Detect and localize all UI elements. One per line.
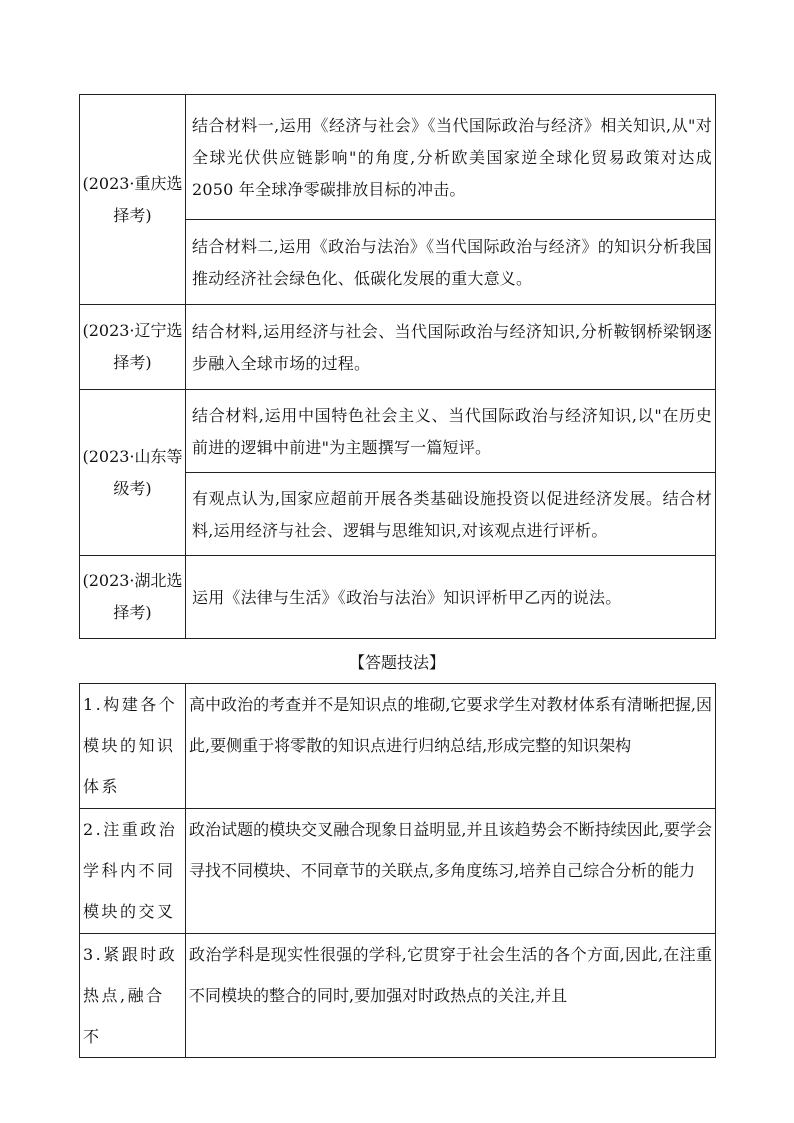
technique-text: 高中政治的考查并不是知识点的堆砌,它要求学生对教材体系有清晰把握,因此,要侧重于将零散的知识点进行归纳总结,形成完整的知识架构 xyxy=(186,684,716,809)
row-label: (2023·重庆选择考) xyxy=(80,95,186,305)
table-row xyxy=(80,809,716,934)
table-row xyxy=(80,390,716,473)
question-cell: 结合材料,运用中国特色社会主义、当代国际政治与经济知识,以"在历史前进的逻辑中前进"为主题撰写一篇短评。 xyxy=(186,390,716,473)
technique-text: 政治学科是现实性很强的学科,它贯穿于社会生活的各个方面,因此,在注重不同模块的整合的同时,要加强对时政热点的关注,并且 xyxy=(186,934,716,1058)
row-label: (2023·山东等级考) xyxy=(80,390,186,556)
technique-label: 1.构建各个模块的知识体系 xyxy=(80,684,186,809)
section-heading: 【答题技法】 xyxy=(348,653,445,672)
question-cell: 结合材料一,运用《经济与社会》《当代国际政治与经济》相关知识,从"对全球光伏供应链影响"的角度,分析欧美国家逆全球化贸易政策对达成2050 年全球净零碳排放目标的冲击。 xyxy=(186,95,716,220)
question-cell: 有观点认为,国家应超前开展各类基础设施投资以促进经济发展。结合材料,运用经济与社会、逻辑与思维知识,对该观点进行评析。 xyxy=(186,473,716,556)
row-label: (2023·湖北选择考) xyxy=(80,556,186,639)
table-row xyxy=(80,934,716,1058)
question-cell: 运用《法律与生活》《政治与法治》知识评析甲乙丙的说法。 xyxy=(186,556,716,639)
table-row xyxy=(80,556,716,639)
table-row xyxy=(80,684,716,809)
technique-text: 政治试题的模块交叉融合现象日益明显,并且该趋势会不断持续因此,要学会寻找不同模块、不同章节的关联点,多角度练习,培养自己综合分析的能力 xyxy=(186,809,716,934)
table-row xyxy=(80,95,716,220)
page-content xyxy=(79,94,715,1058)
row-label: (2023·辽宁选择考) xyxy=(80,305,186,390)
question-cell: 结合材料,运用经济与社会、当代国际政治与经济知识,分析鞍钢桥梁钢逐步融入全球市场的过程。 xyxy=(186,305,716,390)
exam-questions-table xyxy=(79,94,716,639)
technique-label: 3.紧跟时政热点,融合不 xyxy=(80,934,186,1058)
question-cell: 结合材料二,运用《政治与法治》《当代国际政治与经济》的知识分析我国推动经济社会绿色化、低碳化发展的重大意义。 xyxy=(186,220,716,305)
table-row xyxy=(80,305,716,390)
answer-technique-table xyxy=(79,683,716,1058)
technique-label: 2.注重政治学科内不同模块的交叉 xyxy=(80,809,186,934)
